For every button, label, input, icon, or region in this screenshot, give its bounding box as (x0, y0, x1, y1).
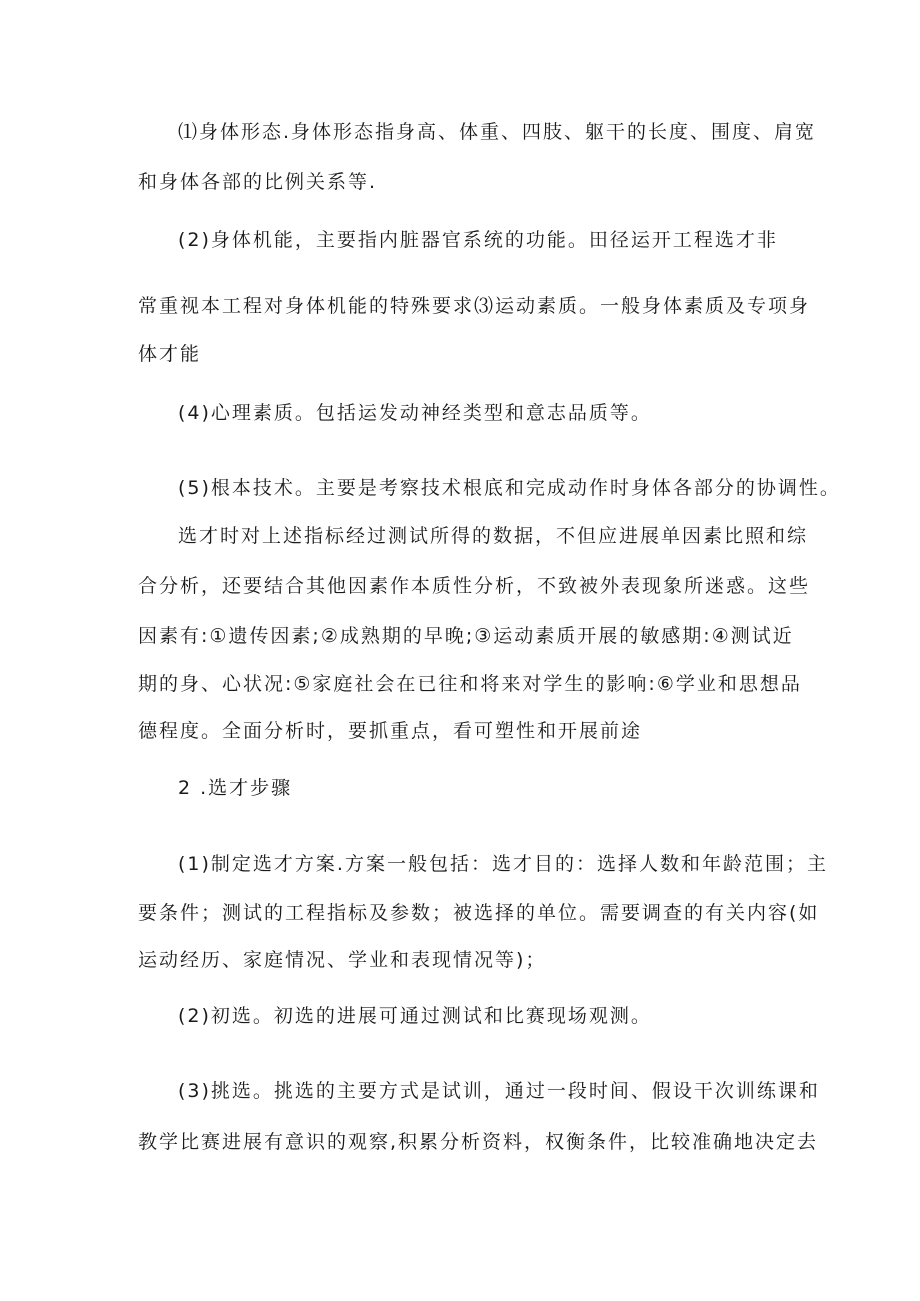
paragraph-6-line-5: 德程度。全面分析时，要抓重点，看可塑性和开展前途 (138, 720, 643, 742)
paragraph-7-line-2: 要条件；测试的工程指标及参数；被选择的单位。需要调查的有关内容(如 (138, 902, 820, 924)
paragraph-6-line-1: 选才时对上述指标经过测试所得的数据，不但应进展单因素比照和综 (178, 525, 809, 547)
paragraph-3-line-1: 常重视本工程对身体机能的特殊要求⑶运动素质。一般身体素质及专项身 (138, 295, 811, 317)
paragraph-6-line-3: 因素有:①遗传因素;②成熟期的早晚;③运动素质开展的敏感期:④测试近 (138, 625, 794, 647)
paragraph-6-line-2: 合分析，还要结合其他因素作本质性分析，不致被外表现象所迷惑。这些 (138, 575, 811, 597)
paragraph-1-line-2: 和身体各部的比例关系等. (138, 171, 378, 193)
paragraph-9-line-1: (3)挑选。挑选的主要方式是试训，通过一段时间、假设干次训练课和 (178, 1080, 820, 1102)
paragraph-2-line-1: (2)身体机能，主要指内脏器官系统的功能。田径运开工程选才非 (178, 229, 778, 251)
paragraph-9-line-2: 教学比赛进展有意识的观察,积累分析资料，权衡条件，比较准确地决定去 (138, 1131, 819, 1153)
section-heading: 2 .选才步骤 (178, 777, 293, 799)
paragraph-7-line-3: 运动经历、家庭情况、学业和表现情况等)； (138, 949, 547, 971)
paragraph-1-line-1: ⑴身体形态.身体形态指身高、体重、四肢、躯干的长度、围度、肩宽 (178, 121, 817, 143)
paragraph-6-line-4: 期的身、心状况:⑤家庭社会在已往和将来对学生的影响:⑥学业和思想品 (138, 673, 802, 695)
paragraph-8-line-1: (2)初选。初选的进展可通过测试和比赛现场观测。 (178, 1005, 652, 1027)
paragraph-5-line-1: (5)根本技术。主要是考察技术根底和完成动作时身体各部分的协调性。 (178, 477, 841, 499)
paragraph-4-line-1: (4)心理素质。包括运发动神经类型和意志品质等。 (178, 402, 652, 424)
paragraph-3-line-2: 体才能 (138, 343, 202, 365)
paragraph-7-line-1: (1)制定选才方案.方案一般包括：选才目的：选择人数和年龄范围；主 (178, 853, 828, 875)
